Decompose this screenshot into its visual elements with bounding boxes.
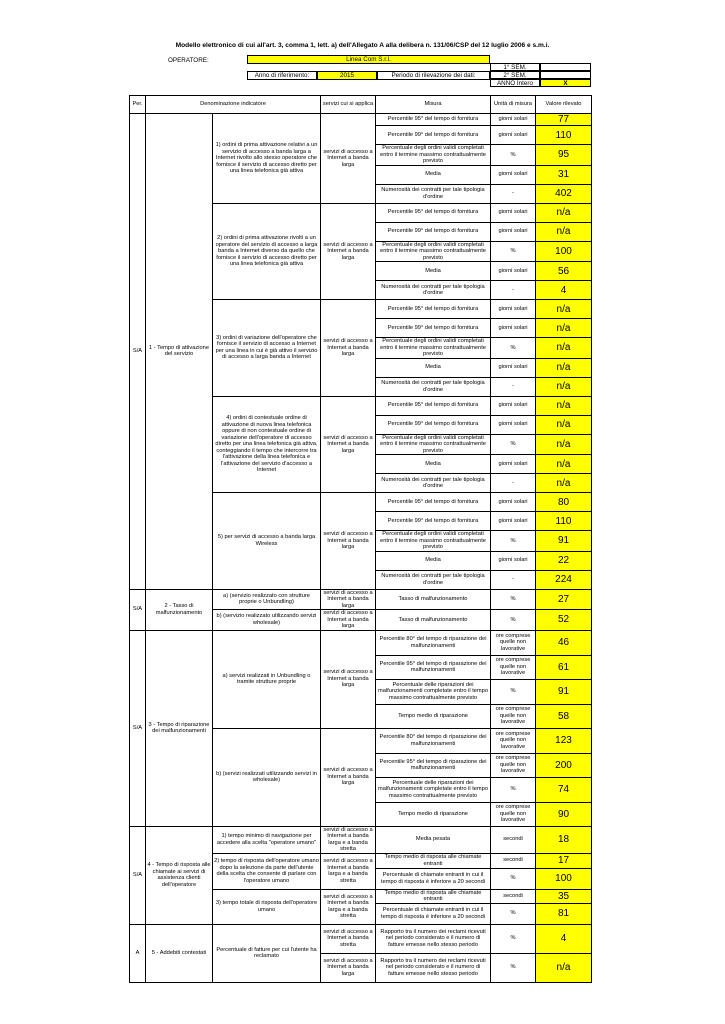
unit-cell: - [491, 377, 536, 396]
unit-cell: ore comprese quelle non lavorative [491, 704, 536, 728]
sub-indicator-label: 1) tempo minimo di navigazione per accedere alla scelta "operatore umano" [213, 826, 321, 853]
indicator-name: 5 - Addebiti contestati [146, 924, 213, 982]
col-unita: Unità di misura [491, 96, 536, 114]
anno-label: Anno di riferimento: [247, 71, 317, 80]
measure-cell: Percentile 99° del tempo di fornitura [376, 415, 491, 434]
measure-cell: Percentile 80° del tempo di riparazione dei malfunzionamenti [376, 630, 491, 655]
unit-cell: % [491, 924, 536, 953]
unit-cell: giorni solari [491, 300, 536, 319]
measure-cell: Media pesata [376, 826, 491, 853]
unit-cell: % [491, 777, 536, 802]
measure-cell: Rapporto tra il numero dei reclami ricevuti nel periodo considerato e il numero di fatture emesse nello stesso periodo [376, 953, 491, 982]
value-cell[interactable]: n/a [536, 300, 592, 319]
sub-indicator-label: 4) ordini di contestuale ordine di attivazione di nuova linea telefonica oppure di non contestuale ordine di variazione dell'operatore di accesso diretto per una linea telefonica già attiva, conteggiando il tempo che intercorre tra l'attivazione della linea telefonica e l'attivazione del servizio d'accesso a Internet [213, 396, 321, 493]
value-cell[interactable]: 100 [536, 868, 592, 889]
unit-cell: % [491, 241, 536, 262]
measure-cell: Media [376, 262, 491, 281]
unit-cell: giorni solari [491, 126, 536, 145]
sub-indicator-label: 1) ordini di prima attivazione relativi a un servizio di accesso a banda larga a Internet rivolto allo stesso operatore che fornisce il servizio di accesso diretto per una linea telefonica già attiva [213, 114, 321, 204]
measure-cell: Tempo medio di riparazione [376, 802, 491, 826]
period-1sem[interactable]: 1° SEM. [490, 63, 540, 71]
value-cell[interactable]: 22 [536, 551, 592, 570]
value-cell[interactable]: 18 [536, 826, 592, 853]
unit-cell: giorni solari [491, 262, 536, 281]
unit-cell: giorni solari [491, 222, 536, 241]
operatore-value[interactable]: Linea Com S.r.l. [247, 55, 490, 64]
unit-cell: secondi [491, 889, 536, 903]
table-row [130, 630, 592, 655]
table-row [130, 589, 592, 610]
value-cell[interactable]: 17 [536, 853, 592, 868]
measure-cell: Tempo medio di riparazione [376, 704, 491, 728]
period-1sem-mark[interactable] [540, 63, 591, 71]
service-cell: servizi di accesso a Internet a banda larga [321, 300, 376, 397]
unit-cell: giorni solari [491, 165, 536, 184]
sub-indicator-label: Percentuale di fatture per cui l'utente ha reclamato [213, 924, 321, 982]
measure-cell: Tempo medio di risposta alle chiamate entranti [376, 853, 491, 868]
value-cell[interactable]: 91 [536, 531, 592, 552]
indicator-name: 4 - Tempo di risposta alle chiamate ai servizi di assistenza clienti dell'operatore [146, 826, 213, 924]
value-cell[interactable]: 100 [536, 241, 592, 262]
value-cell[interactable]: 110 [536, 126, 592, 145]
col-per: Per. [130, 96, 146, 114]
value-cell[interactable]: 80 [536, 493, 592, 512]
unit-cell: - [491, 474, 536, 493]
per-cell: S/A [130, 589, 146, 630]
col-servizi: servizi cui si applica [321, 96, 376, 114]
sub-indicator-label: 2) tempo di risposta dell'operatore umano dopo la selezione da parte dell'utente della scelta che consente di parlare con l'operatore umano [213, 853, 321, 889]
measure-cell: Percentuale di chiamate entranti in cui il tempo di risposta è inferiore a 20 secondi [376, 903, 491, 924]
value-cell[interactable]: n/a [536, 203, 592, 222]
unit-cell: secondi [491, 853, 536, 868]
service-cell: servizi di accesso a Internet a banda larga e a banda stretta [321, 889, 376, 924]
service-cell: servizi di accesso a Internet a banda larga [321, 396, 376, 493]
unit-cell: - [491, 570, 536, 589]
measure-cell: Percentile 99° del tempo di fornitura [376, 126, 491, 145]
measure-cell: Tasso di malfunzionamento [376, 610, 491, 631]
measure-cell: Tasso di malfunzionamento [376, 589, 491, 610]
value-cell[interactable]: 61 [536, 655, 592, 679]
sub-indicator-label: b) (servizi realizzati utilizzando servizi in wholesale) [213, 728, 321, 826]
value-cell[interactable]: 58 [536, 704, 592, 728]
service-cell: servizi di accesso a Internet a banda larga [321, 610, 376, 631]
measure-cell: Percentile 95° del tempo di fornitura [376, 493, 491, 512]
service-cell: servizi di accesso a Internet a banda larga [321, 203, 376, 300]
col-misura: Misura [376, 96, 491, 114]
measure-cell: Percentile 99° del tempo di fornitura [376, 319, 491, 338]
sub-indicator-label: b) (servizio realizzato utilizzando servizi wholesale) [213, 610, 321, 631]
period-2sem[interactable]: 2° SEM. [490, 71, 540, 79]
unit-cell: giorni solari [491, 203, 536, 222]
value-cell[interactable]: n/a [536, 319, 592, 338]
measure-cell: Media [376, 165, 491, 184]
indicator-name: 2 - Tasso di malfunzionamento [146, 589, 213, 630]
unit-cell: % [491, 679, 536, 704]
periodo-label: Periodo di rilevazione dei dati: [377, 71, 490, 80]
unit-cell: % [491, 145, 536, 166]
unit-cell: - [491, 281, 536, 300]
value-cell[interactable]: n/a [536, 474, 592, 493]
unit-cell: giorni solari [491, 455, 536, 474]
value-cell[interactable]: n/a [536, 358, 592, 377]
unit-cell: % [491, 868, 536, 889]
value-cell[interactable]: 224 [536, 570, 592, 589]
indicators-table [129, 95, 592, 983]
value-cell[interactable]: 90 [536, 802, 592, 826]
unit-cell: ore comprese quelle non lavorative [491, 630, 536, 655]
measure-cell: Media [376, 551, 491, 570]
value-cell[interactable]: 74 [536, 777, 592, 802]
value-cell[interactable]: 4 [536, 924, 592, 953]
measure-cell: Percentuale delle riparazioni dei malfunzionamenti completate entro il tempo massimo contrattualmente previsto [376, 777, 491, 802]
unit-cell: giorni solari [491, 358, 536, 377]
measure-cell: Numerosità dei contratti per tale tipologia d'ordine [376, 474, 491, 493]
value-cell[interactable]: n/a [536, 415, 592, 434]
measure-cell: Percentuale degli ordini validi completati entro il termine massimo contrattualmente previsto [376, 145, 491, 166]
measure-cell: Media [376, 455, 491, 474]
per-cell: A [130, 924, 146, 982]
measure-cell: Tempo medio di risposta alle chiamate entranti [376, 889, 491, 903]
measure-cell: Percentuale degli ordini validi completati entro il termine massimo contrattualmente previsto [376, 531, 491, 552]
value-cell[interactable]: n/a [536, 377, 592, 396]
value-cell[interactable]: 31 [536, 165, 592, 184]
sub-indicator-label: 3) ordini di variazione dell'operatore che fornisce il servizio di accesso a Internet per una linea in cui è già attivo il servizio di accesso a larga banda a Internet [213, 300, 321, 397]
service-cell: servizi di accesso a Internet a banda larga [321, 953, 376, 982]
measure-cell: Media [376, 358, 491, 377]
value-cell[interactable]: n/a [536, 338, 592, 359]
period-anno[interactable]: ANNO Intero [490, 79, 540, 87]
measure-cell: Numerosità dei contratti per tale tipologia d'ordine [376, 570, 491, 589]
measure-cell: Percentile 95° del tempo di fornitura [376, 300, 491, 319]
service-cell: servizi di accesso a Internet a banda larga [321, 630, 376, 728]
unit-cell: ore comprese quelle non lavorative [491, 753, 536, 777]
measure-cell: Percentuale degli ordini validi completati entro il termine massimo contrattualmente previsto [376, 434, 491, 455]
col-denominazione: Denominazione indicatore [146, 96, 321, 114]
value-cell[interactable]: 123 [536, 728, 592, 753]
measure-cell: Percentile 80° del tempo di riparazione dei malfunzionamenti [376, 728, 491, 753]
service-cell: servizi di accesso a Internet a banda larga e a banda stretta [321, 826, 376, 853]
unit-cell: % [491, 338, 536, 359]
measure-cell: Rapporto tra il numero dei reclami ricevuti nel periodo considerato e il numero di fatture emesse nello stesso periodo [376, 924, 491, 953]
measure-cell: Percentuale degli ordini validi completati entro il termine massimo contrattualmente previsto [376, 241, 491, 262]
period-anno-mark[interactable]: X [540, 79, 591, 87]
value-cell[interactable]: n/a [536, 222, 592, 241]
sub-indicator-label: 5) per servizi di accesso a banda larga Wireless [213, 493, 321, 590]
value-cell[interactable]: 95 [536, 145, 592, 166]
measure-cell: Numerosità dei contratti per tale tipologia d'ordine [376, 377, 491, 396]
measure-cell: Percentuale di chiamate entranti in cui il tempo di risposta è inferiore a 20 secondi [376, 868, 491, 889]
unit-cell: giorni solari [491, 319, 536, 338]
measure-cell: Numerosità dei contratti per tale tipologia d'ordine [376, 281, 491, 300]
sub-indicator-label: a) servizi realizzati in Unbundling o tramite strutture proprie [213, 630, 321, 728]
unit-cell: giorni solari [491, 551, 536, 570]
value-cell[interactable]: 27 [536, 589, 592, 610]
sub-indicator-label: a) (servizio realizzato con strutture proprie o Unbundling) [213, 589, 321, 610]
service-cell: servizi di accesso a Internet a banda stretta [321, 924, 376, 953]
service-cell: servizi di accesso a Internet a banda larga [321, 589, 376, 610]
measure-cell: Percentile 99° del tempo di fornitura [376, 512, 491, 531]
unit-cell: giorni solari [491, 114, 536, 126]
measure-cell: Percentuale delle riparazioni dei malfunzionamenti completate entro il tempo massimo contrattualmente previsto [376, 679, 491, 704]
unit-cell: % [491, 610, 536, 631]
value-cell[interactable]: 200 [536, 753, 592, 777]
unit-cell: secondi [491, 826, 536, 853]
per-cell: S/A [130, 114, 146, 590]
unit-cell: % [491, 434, 536, 455]
service-cell: servizi di accesso a Internet a banda larga e a banda stretta [321, 853, 376, 889]
service-cell: servizi di accesso a Internet a banda larga [321, 493, 376, 590]
indicator-name: 3 - Tempo di riparazione dei malfunzionamenti [146, 630, 213, 826]
unit-cell: ore comprese quelle non lavorative [491, 802, 536, 826]
value-cell[interactable]: n/a [536, 455, 592, 474]
per-cell: S/A [130, 826, 146, 924]
value-cell[interactable]: 46 [536, 630, 592, 655]
measure-cell: Percentile 95° del tempo di fornitura [376, 203, 491, 222]
unit-cell: giorni solari [491, 396, 536, 415]
value-cell[interactable]: 4 [536, 281, 592, 300]
unit-cell: % [491, 953, 536, 982]
measure-cell: Percentile 99° del tempo di fornitura [376, 222, 491, 241]
table-row [130, 826, 592, 853]
unit-cell: % [491, 531, 536, 552]
sub-indicator-label: 3) tempo totale di risposta dell'operatore umano [213, 889, 321, 924]
value-cell[interactable]: n/a [536, 396, 592, 415]
indicator-name: 1 - Tempo di attivazione del servizio [146, 114, 213, 590]
measure-cell: Percentuale degli ordini validi completati entro il termine massimo contrattualmente previsto [376, 338, 491, 359]
table-row [130, 114, 592, 126]
anno-value[interactable]: 2015 [317, 71, 377, 80]
value-cell[interactable]: 91 [536, 679, 592, 704]
unit-cell: giorni solari [491, 512, 536, 531]
unit-cell: ore comprese quelle non lavorative [491, 655, 536, 679]
value-cell[interactable]: 402 [536, 184, 592, 203]
value-cell[interactable]: 81 [536, 903, 592, 924]
value-cell[interactable]: n/a [536, 953, 592, 982]
value-cell[interactable]: 110 [536, 512, 592, 531]
measure-cell: Numerosità dei contratti per tale tipologia d'ordine [376, 184, 491, 203]
period-2sem-mark[interactable] [540, 71, 591, 79]
value-cell[interactable]: 35 [536, 889, 592, 903]
unit-cell: giorni solari [491, 415, 536, 434]
document-title: Modello elettronico di cui all'art. 3, comma 1, lett. a) dell'Allegato A alla delibera n. 131/06/CSP del 12 luglio 2006 e s.m.i. [175, 42, 550, 49]
value-cell[interactable]: 77 [536, 114, 592, 126]
measure-cell: Percentile 95° del tempo di riparazione dei malfunzionamenti [376, 655, 491, 679]
unit-cell: - [491, 184, 536, 203]
operatore-label: OPERATORE: [168, 57, 209, 64]
value-cell[interactable]: 56 [536, 262, 592, 281]
table-row [130, 924, 592, 953]
service-cell: servizi di accesso a Internet a banda larga [321, 114, 376, 204]
unit-cell: % [491, 589, 536, 610]
sub-indicator-label: 2) ordini di prima attivazione rivolti a un operatore del servizio di accesso a larga banda a Internet diverso da quello che fornisce il servizio di accesso diretto per una linea telefonica già attiva [213, 203, 321, 300]
col-valore: Valore rilevato [536, 96, 592, 114]
measure-cell: Percentile 95° del tempo di fornitura [376, 114, 491, 126]
measure-cell: Percentile 95° del tempo di riparazione dei malfunzionamenti [376, 753, 491, 777]
per-cell: S/A [130, 630, 146, 826]
unit-cell: giorni solari [491, 493, 536, 512]
table-header-row [130, 96, 592, 114]
unit-cell: ore comprese quelle non lavorative [491, 728, 536, 753]
unit-cell: % [491, 903, 536, 924]
value-cell[interactable]: n/a [536, 434, 592, 455]
value-cell[interactable]: 52 [536, 610, 592, 631]
measure-cell: Percentile 95° del tempo di fornitura [376, 396, 491, 415]
service-cell: servizi di accesso a Internet a banda larga [321, 728, 376, 826]
